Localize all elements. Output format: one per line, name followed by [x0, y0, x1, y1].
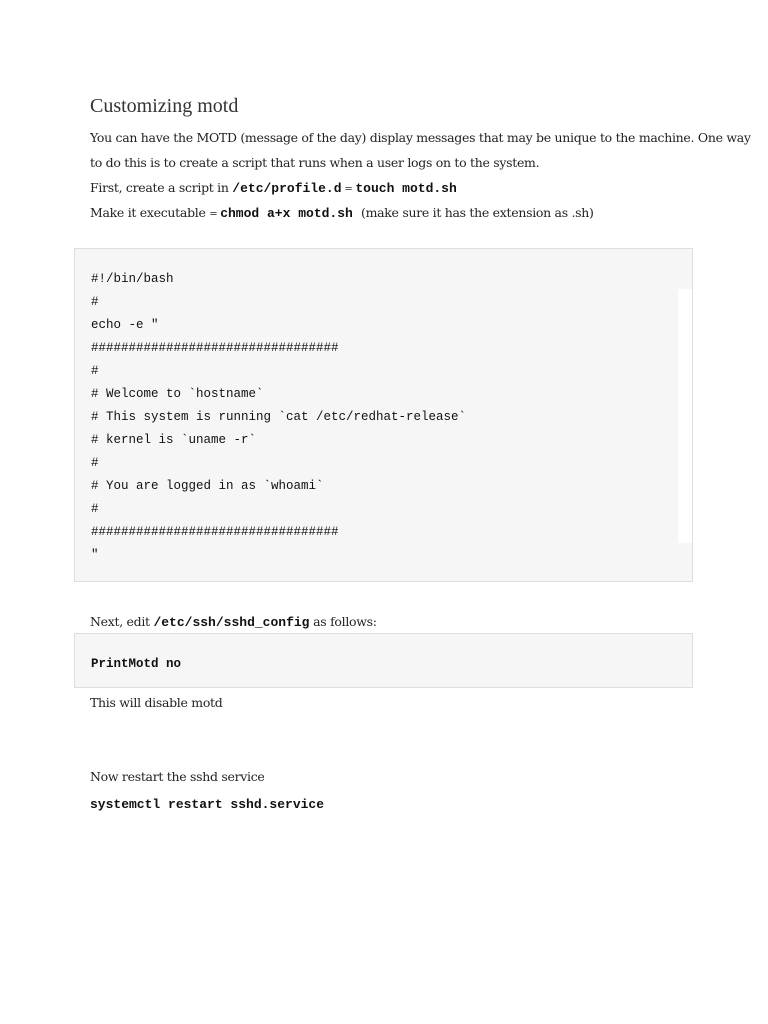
extension-note: (make sure it has the extension as .sh)	[361, 205, 594, 220]
code-line: #################################	[91, 341, 339, 355]
code-line: "	[91, 548, 99, 562]
motd-script-code-block	[74, 248, 693, 582]
code-line: #	[91, 502, 99, 516]
intro-line-1: You can have the MOTD (message of the day) display messages that may be unique to the machine. One way	[90, 130, 751, 145]
restart-command: systemctl restart sshd.service	[90, 797, 325, 812]
touch-command: touch motd.sh	[355, 181, 457, 196]
step-make-executable	[90, 205, 353, 221]
intro-line-2: to do this is to create a script that runs when a user logs on to the system.	[90, 155, 540, 170]
code-block-scroll-area	[678, 289, 692, 543]
code-line: #	[91, 456, 99, 470]
printmotd-setting: PrintMotd no	[91, 657, 182, 671]
restart-instruction: Now restart the sshd service	[90, 769, 265, 784]
code-line: #################################	[91, 525, 339, 539]
equals-sign: =	[209, 209, 221, 220]
step-edit-suffix: as follows:	[309, 614, 377, 629]
step-exec-prefix: Make it executable	[90, 205, 210, 220]
step-edit-sshd-config	[90, 614, 377, 630]
code-line: #	[91, 295, 99, 309]
equals-sign: =	[341, 184, 356, 195]
disable-motd-note: This will disable motd	[90, 695, 223, 710]
code-line: # Welcome to `hostname`	[91, 387, 264, 401]
profile-d-path: /etc/profile.d	[232, 181, 342, 196]
page-title: Customizing motd	[90, 95, 239, 117]
code-line: # kernel is `uname -r`	[91, 433, 257, 447]
code-line: echo -e "	[91, 318, 159, 332]
sshd-config-code-block	[74, 633, 693, 688]
code-line: #!/bin/bash	[91, 272, 174, 286]
sshd-config-path: /etc/ssh/sshd_config	[153, 615, 310, 630]
code-line: # This system is running `cat /etc/redhat-release`	[91, 410, 467, 424]
step-create-prefix: First, create a script in	[90, 180, 233, 195]
code-line: # You are logged in as `whoami`	[91, 479, 324, 493]
step-create-script	[90, 180, 457, 196]
step-edit-prefix: Next, edit	[90, 614, 154, 629]
code-line: #	[91, 364, 99, 378]
chmod-command: chmod a+x motd.sh	[220, 206, 353, 221]
